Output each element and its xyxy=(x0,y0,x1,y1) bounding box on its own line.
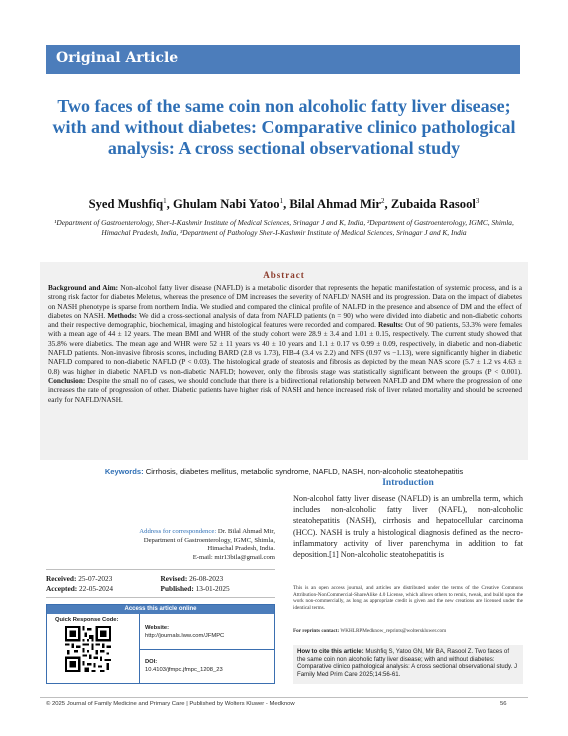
reprints-contact xyxy=(293,628,523,634)
published-date: 13-01-2025 xyxy=(193,584,230,593)
access-online-box xyxy=(46,604,275,684)
author-name: Bilal Ahmad Mir xyxy=(289,197,382,212)
article-type-label: Original Article xyxy=(56,50,179,66)
access-heading: Access this article online xyxy=(47,605,274,614)
website-block xyxy=(145,624,224,640)
revised-date: 26-08-2023 xyxy=(187,574,224,583)
abstract-section-label: Conclusion: xyxy=(48,375,86,385)
qr-label: Quick Response Code: xyxy=(55,617,119,623)
correspondence-label: Address for correspondence: xyxy=(139,528,217,535)
correspondence-email[interactable]: E-mail: mir13bila@gmail.com xyxy=(192,553,275,561)
citation-box xyxy=(293,645,523,684)
author-name: Syed Mushfiq xyxy=(88,197,164,212)
divider xyxy=(139,649,274,650)
website-link[interactable]: http://journals.lww.com/JFMPC xyxy=(145,633,225,639)
author-affil-mark: 1 xyxy=(279,197,284,205)
correspondence-place: Himachal Pradesh, India. xyxy=(207,545,275,553)
abstract-section-label: Results: xyxy=(377,320,404,330)
keywords-label: Keywords: xyxy=(104,467,144,476)
correspondence-name: Dr. Bilal Ahmad Mir, xyxy=(216,528,275,535)
abstract-text xyxy=(48,283,522,404)
author-name: Zubaida Rasool xyxy=(390,197,476,212)
author-affil-mark: 1 xyxy=(163,197,167,205)
doi-block xyxy=(145,658,223,674)
divider xyxy=(46,569,275,570)
correspondence-block xyxy=(46,528,275,562)
citation-label: How to cite this article: xyxy=(297,648,364,655)
author-affil-mark: 2 xyxy=(381,197,385,205)
affiliations: ¹Department of Gastroenterology, Sher-I-Kashmir Institute of Medical Sciences, Srinagar J and K, India, ²Department of Gastroenterology, IGMC, Shimla, Himachal Pradesh, India, ³Department of Pathology Sher-I-Kashmir Institute of Medical Sciences, Srinagar J and K, India xyxy=(54,218,514,237)
accepted-date: 22-05-2024 xyxy=(77,584,114,593)
author-name: Ghulam Nabi Yatoo xyxy=(172,197,280,212)
date-label: Received: xyxy=(46,574,77,583)
introduction-heading: Introduction xyxy=(382,478,434,488)
date-label: Published: xyxy=(160,584,194,593)
footer-divider xyxy=(40,697,528,698)
footer-text: © 2025 Journal of Family Medicine and Primary Care | Published by Wolters Kluwer - Medknow xyxy=(46,701,295,707)
received-date: 25-07-2023 xyxy=(76,574,113,583)
abstract-section-label: Methods: xyxy=(107,310,137,320)
qr-code-icon[interactable] xyxy=(65,626,111,672)
reprints-email[interactable]: WKHLRPMedknow_reprints@wolterskluwer.com xyxy=(339,628,447,634)
author-affil-mark: 3 xyxy=(475,197,480,205)
abstract-results: Out of 90 patients, 53.3% were females with a mean age of 44 ± 12 years. The mean BMI and WHR of the study cohort were 28.9 ± 3.4 and 1.01 ± 0.15, respectively. The current study showed that 35.8% were diabetics. The mean age and WHR were 52 ± 11 years vs 40 ± 10 years and 1.1 ± 0.17 vs 0.99 ± 0.09, respectively, in diabetic and non-diabetic NAFLD patients. Non-invasive fibrosis scores, including BARD (2.8 vs 1.73), FIB-4 (3.4 vs 2.2) and NFS (0.97 vs −1.13), were significantly higher in diabetic NAFLD compared to non-diabetic NAFLD (P < 0.03). The histological grade of steatosis and fibrosis as depicted by the mean NAS score (5.7 ± 1.2 vs 4.63 ± 0.8) was higher in diabetic NAFLD vs non-diabetic NAFLD; however, only the fibrosis stage was statistically significant between the groups (P < 0.001). xyxy=(48,320,522,376)
author-list: Syed Mushfiq$^1$, Ghulam Nabi Yatoo$^1$, Bilal Ahmad Mir$^2$, Zubaida Rasool$^3$ xyxy=(88,197,480,212)
article-type-banner xyxy=(46,45,520,74)
license-text: This is an open access journal, and articles are distributed under the terms of the Creative Commons Attribution-NonCommercial-ShareAlike 4.0 License, which allows others to remix, tweak, and build upon the work non-commercially, as long as appropriate credit is given and the new creations are licensed under the identical terms. xyxy=(293,585,523,611)
website-label: Website: xyxy=(145,625,170,631)
page-number: 56 xyxy=(500,701,507,707)
correspondence-dept: Department of Gastroenterology, IGMC, Shimla, xyxy=(143,536,275,544)
doi-link[interactable]: 10.4103/jfmpc.jfmpc_1208_23 xyxy=(145,667,223,673)
keywords xyxy=(46,467,522,476)
doi-label: DOI: xyxy=(145,659,158,665)
article-title: Two faces of the same coin non alcoholic fatty liver disease; with and without diabetes: Comparative clinico pathological analysis: A cross sectional observational study xyxy=(52,96,516,158)
reprints-label: For reprints contact: xyxy=(293,628,340,634)
article-dates xyxy=(46,574,275,594)
date-label: Revised: xyxy=(160,574,188,583)
divider xyxy=(46,597,275,598)
introduction-text: Non-alcohol fatty liver disease (NAFLD) is an umbrella term, which includes non-alcoholic fatty liver (NAFL), non-alcoholic steatohepatitis (NASH), cirrhosis and hepatocellular carcinoma (HCC). NASH is truly a histological diagnosis defined as the necro-inflammatory activity of liver parenchyma in addition to fat deposition.[1] Non-alcoholic steatohepatitis is xyxy=(293,494,523,560)
abstract-conclusion: Despite the small no of cases, we should conclude that there is a bidirectional relationship between NAFLD and DM where the progression of one increases the rate of progression of other. Diabetic patients have higher risk of NASH and hence increased risk of liver related mortality and should be screened early for NAFLD/NASH. xyxy=(48,375,522,404)
citation-text: Mushfiq S, Yatoo GN, Mir BA, Rasool Z. Two faces of the same coin non alcoholic fatty liver disease; with and without diabetes: Comparative clinico pathological analysis: A cross sectional observational study. J Family Med Prim Care 2025;14:56-61. xyxy=(297,648,518,679)
date-label: Accepted: xyxy=(46,584,78,593)
abstract-methods: We did a cross-sectional analysis of data from NAFLD patients (n = 90) who were divided into diabetic and non-diabetic cohorts and their respective demographic, biochemical, imaging and histological features were recorded and compared. xyxy=(48,310,522,330)
abstract-heading: Abstract xyxy=(263,270,305,280)
abstract-background: Non-alcohol fatty liver disease (NAFLD) is a metabolic disorder that represents the hepatic manifestation of systemic process, and is a strong risk factor for diabetes Meletus, whereas the presence of DM increases the severity of NAFLD/ NASH and its progression. Data on the impact of diabetes on NASH phenotype is sparse from northern India. We studied and compared the clinical profile of NALFD in the presence and absence of DM and the effect of diabetes on NASH. xyxy=(48,283,522,320)
keywords-text: Cirrhosis, diabetes mellitus, metabolic syndrome, NAFLD, NASH, non-alcoholic steatohepatitis xyxy=(143,467,464,476)
abstract-section-label: Background and Aim: xyxy=(48,283,119,292)
